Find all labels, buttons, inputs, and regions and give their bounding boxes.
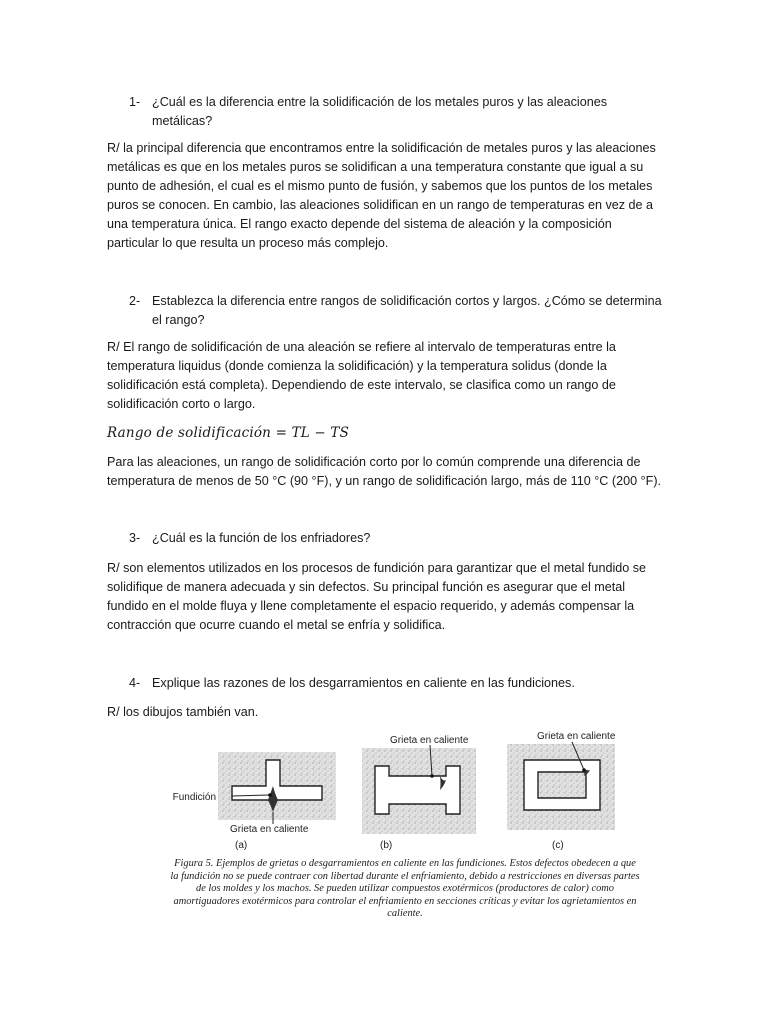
question-number: 3- — [129, 531, 141, 545]
figure-caption: Figura 5. Ejemplos de grietas o desgarramientos en caliente en las fundiciones. Estos defectos obedecen a que la fundición no se puede contraer con libertad durante el enfriamiento, debido a restricciones en diversas partes de los moldes y los machos. Se pueden utilizar compuestos exotérmicos (productores de calor) como amortiguadores exotérmicos para controlar el enfriamiento en secciones críticas y evitar los agrietamientos en caliente. — [170, 858, 640, 920]
question-text: ¿Cuál es la diferencia entre la solidificación de los metales puros y las aleaciones metálicas? — [152, 95, 608, 128]
question-number: 2- — [129, 294, 141, 308]
panel-c-drawing — [507, 742, 615, 830]
answer-1: R/ la principal diferencia que encontramos entre la solidificación de metales puros y las aleaciones metálicas es que en los metales puros se solidifican a una temperatura constante que igual a su punto de adhesión, el cual es el mismo punto de fusión, y sabemos que los puntos de los metales puros se conocen. En cambio, las aleaciones solidifican en un rango de temperaturas en vez de a una temperatura única. El rango exacto depende del sistema de aleación y la composición particular lo que resulta un proceso más complejo. — [107, 141, 656, 250]
question-text: Explique las razones de los desgarramientos en caliente en las fundiciones. — [152, 676, 575, 690]
formula: Rango de solidificación = TL − TS — [107, 425, 350, 441]
panel-a-drawing — [218, 752, 336, 824]
question-number: 4- — [129, 676, 141, 690]
answer-2-extra: Para las aleaciones, un rango de solidificación corto por lo común comprende una diferencia de temperatura de menos de 50 °C (90 °F), y un rango de solidificación largo, más de 110 °C (200 °F). — [107, 455, 662, 488]
leader-dot — [430, 774, 434, 778]
answer-2: R/ El rango de solidificación de una aleación se refiere al intervalo de temperaturas entre la temperatura liquidus (donde comienza la solidificación) y la temperatura solidus (donde la solidificación está completa). Dependiendo de este intervalo, se clasifica como un rango de solidificación corto o largo. — [107, 340, 616, 411]
panel-b-drawing — [362, 745, 476, 834]
question-number: 1- — [129, 95, 141, 109]
label-grieta-c: Grieta en caliente — [537, 731, 616, 742]
question-text: Establezca la diferencia entre rangos de solidificación cortos y largos. ¿Cómo se determina el rango? — [152, 294, 662, 327]
label-grieta-b: Grieta en caliente — [390, 735, 469, 746]
answer-4: R/ los dibujos también van. — [107, 705, 259, 719]
question-text: ¿Cuál es la función de los enfriadores? — [152, 531, 371, 545]
label-fundicion: Fundición — [172, 792, 216, 803]
panel-label-c: (c) — [552, 840, 564, 851]
answer-3: R/ son elementos utilizados en los procesos de fundición para garantizar que el metal fundido se solidifique de manera adecuada y sin defectos. Su principal función es asegurar que el metal fundido en el molde fluya y llene completamente el espacio requerido, y además compensar la contracción que ocurre cuando el metal se enfría y solidifica. — [107, 561, 647, 632]
leader-dot — [582, 768, 586, 772]
panel-label-a: (a) — [235, 840, 248, 851]
leader-dot — [268, 793, 272, 797]
label-grieta-a: Grieta en caliente — [230, 824, 309, 835]
panel-label-b: (b) — [380, 840, 393, 851]
